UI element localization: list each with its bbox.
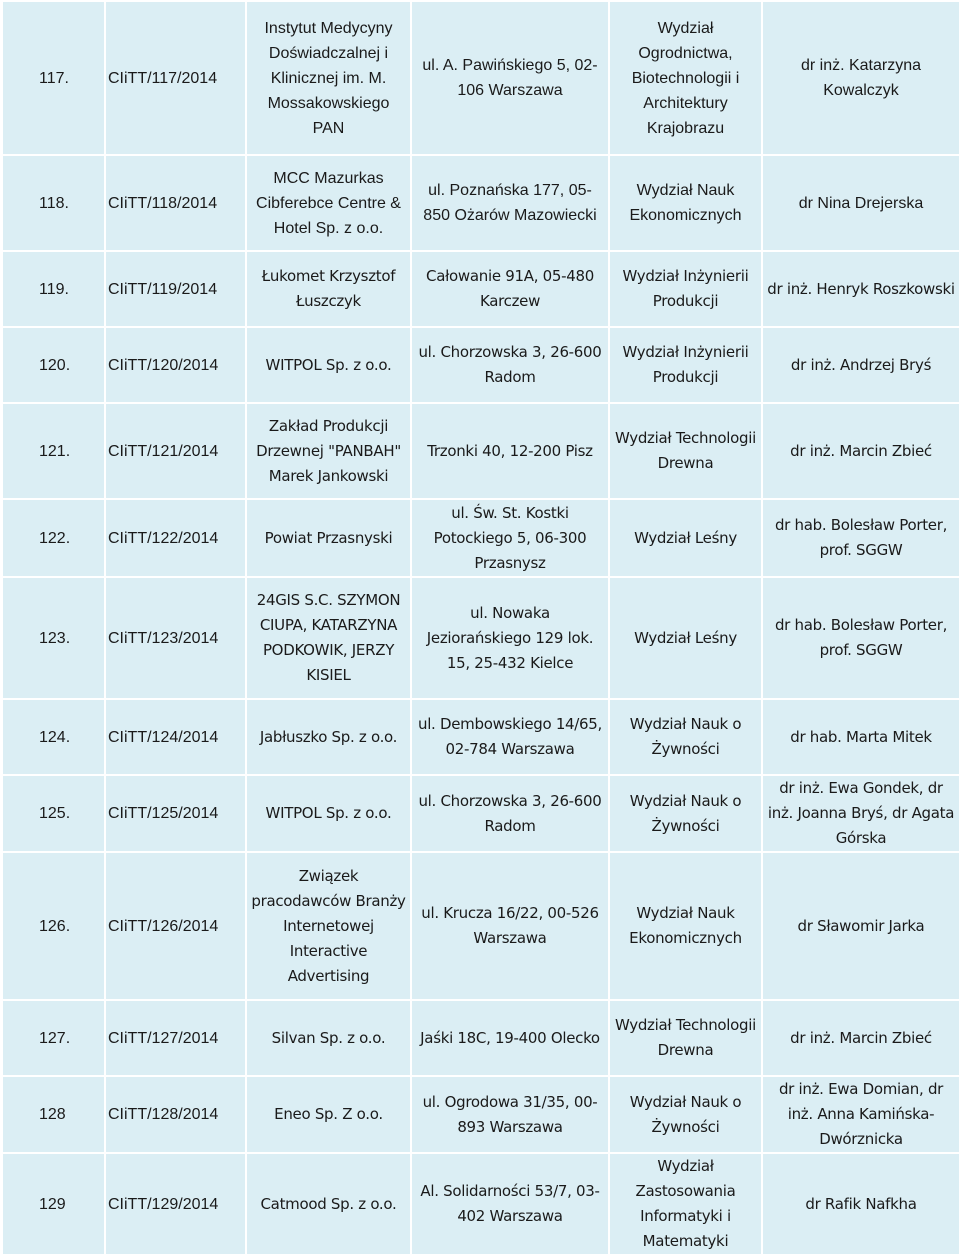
row-number: 126. xyxy=(2,852,105,1000)
row-number: 119. xyxy=(2,251,105,327)
agreement-code: CIiTT/118/2014 xyxy=(105,155,246,251)
agreement-code: CIiTT/124/2014 xyxy=(105,699,246,775)
row-number: 117. xyxy=(2,1,105,155)
faculty-name: Wydział Technologii Drewna xyxy=(609,1000,762,1076)
agreement-code: CIiTT/119/2014 xyxy=(105,251,246,327)
faculty-name: Wydział Nauk Ekonomicznych xyxy=(609,852,762,1000)
company-address: ul. Nowaka Jeziorańskiego 129 lok. 15, 25-432 Kielce xyxy=(411,577,609,699)
table-row xyxy=(2,155,960,251)
faculty-name: Wydział Inżynierii Produkcji xyxy=(609,251,762,327)
table-row xyxy=(2,403,960,499)
agreement-code: CIiTT/122/2014 xyxy=(105,499,246,577)
row-number: 118. xyxy=(2,155,105,251)
company-address: Jaśki 18C, 19-400 Olecko xyxy=(411,1000,609,1076)
contact-person: dr Nina Drejerska xyxy=(762,155,960,251)
contact-person: dr inż. Andrzej Bryś xyxy=(762,327,960,403)
agreement-code: CIiTT/123/2014 xyxy=(105,577,246,699)
contact-person: dr Sławomir Jarka xyxy=(762,852,960,1000)
company-name: MCC Mazurkas Cibferebce Centre & Hotel Sp. z o.o. xyxy=(246,155,411,251)
company-address: ul. Ogrodowa 31/35, 00-893 Warszawa xyxy=(411,1076,609,1153)
row-number: 125. xyxy=(2,775,105,852)
faculty-name: Wydział Technologii Drewna xyxy=(609,403,762,499)
table-row xyxy=(2,852,960,1000)
row-number: 122. xyxy=(2,499,105,577)
company-name: Powiat Przasnyski xyxy=(246,499,411,577)
table-row xyxy=(2,577,960,699)
faculty-name: Wydział Nauk o Żywności xyxy=(609,699,762,775)
company-name: Catmood Sp. z o.o. xyxy=(246,1153,411,1255)
row-number: 124. xyxy=(2,699,105,775)
row-number: 121. xyxy=(2,403,105,499)
faculty-name: Wydział Leśny xyxy=(609,577,762,699)
company-name: WITPOL Sp. z o.o. xyxy=(246,775,411,852)
table-row xyxy=(2,1000,960,1076)
agreement-code: CIiTT/121/2014 xyxy=(105,403,246,499)
agreement-code: CIiTT/117/2014 xyxy=(105,1,246,155)
contact-person: dr hab. Bolesław Porter, prof. SGGW xyxy=(762,499,960,577)
contact-person: dr hab. Bolesław Porter, prof. SGGW xyxy=(762,577,960,699)
faculty-name: Wydział Ogrodnictwa, Biotechnologii i Architektury Krajobrazu xyxy=(609,1,762,155)
agreement-code: CIiTT/125/2014 xyxy=(105,775,246,852)
row-number: 120. xyxy=(2,327,105,403)
company-address: Trzonki 40, 12-200 Pisz xyxy=(411,403,609,499)
company-name: Zakład Produkcji Drzewnej "PANBAH" Marek Jankowski xyxy=(246,403,411,499)
agreement-code: CIiTT/128/2014 xyxy=(105,1076,246,1153)
table-row xyxy=(2,1076,960,1153)
company-address: ul. Poznańska 177, 05-850 Ożarów Mazowiecki xyxy=(411,155,609,251)
table-row xyxy=(2,699,960,775)
contact-person: dr inż. Marcin Zbieć xyxy=(762,403,960,499)
company-name: Eneo Sp. Z o.o. xyxy=(246,1076,411,1153)
contact-person: dr inż. Ewa Gondek, dr inż. Joanna Bryś, dr Agata Górska xyxy=(762,775,960,852)
company-address: ul. A. Pawińskiego 5, 02-106 Warszawa xyxy=(411,1,609,155)
company-name: Instytut Medycyny Doświadczalnej i Klinicznej im. M. Mossakowskiego PAN xyxy=(246,1,411,155)
contact-person: dr hab. Marta Mitek xyxy=(762,699,960,775)
company-address: ul. Chorzowska 3, 26-600 Radom xyxy=(411,327,609,403)
table-row xyxy=(2,251,960,327)
row-number: 127. xyxy=(2,1000,105,1076)
company-name: WITPOL Sp. z o.o. xyxy=(246,327,411,403)
table-row xyxy=(2,1,960,155)
company-name: 24GIS S.C. SZYMON CIUPA, KATARZYNA PODKOWIK, JERZY KISIEL xyxy=(246,577,411,699)
contact-person: dr inż. Katarzyna Kowalczyk xyxy=(762,1,960,155)
contact-person: dr inż. Ewa Domian, dr inż. Anna Kamińska-Dwórznicka xyxy=(762,1076,960,1153)
company-name: Silvan Sp. z o.o. xyxy=(246,1000,411,1076)
faculty-name: Wydział Nauk o Żywności xyxy=(609,1076,762,1153)
company-name: Jabłuszko Sp. z o.o. xyxy=(246,699,411,775)
company-name: Związek pracodawców Branży Internetowej Interactive Advertising xyxy=(246,852,411,1000)
table-row xyxy=(2,775,960,852)
company-address: ul. Krucza 16/22, 00-526 Warszawa xyxy=(411,852,609,1000)
row-number: 123. xyxy=(2,577,105,699)
contact-person: dr inż. Marcin Zbieć xyxy=(762,1000,960,1076)
contact-person: dr Rafik Nafkha xyxy=(762,1153,960,1255)
company-address: ul. Św. St. Kostki Potockiego 5, 06-300 Przasnysz xyxy=(411,499,609,577)
table-row xyxy=(2,499,960,577)
company-address: ul. Dembowskiego 14/65, 02-784 Warszawa xyxy=(411,699,609,775)
agreement-code: CIiTT/129/2014 xyxy=(105,1153,246,1255)
agreement-code: CIiTT/126/2014 xyxy=(105,852,246,1000)
row-number: 129 xyxy=(2,1153,105,1255)
row-number: 128 xyxy=(2,1076,105,1153)
agreements-table xyxy=(1,0,960,1256)
table-row xyxy=(2,1153,960,1255)
company-address: Całowanie 91A, 05-480 Karczew xyxy=(411,251,609,327)
faculty-name: Wydział Nauk Ekonomicznych xyxy=(609,155,762,251)
table-row xyxy=(2,327,960,403)
company-address: ul. Chorzowska 3, 26-600 Radom xyxy=(411,775,609,852)
faculty-name: Wydział Nauk o Żywności xyxy=(609,775,762,852)
agreement-code: CIiTT/120/2014 xyxy=(105,327,246,403)
faculty-name: Wydział Inżynierii Produkcji xyxy=(609,327,762,403)
agreement-code: CIiTT/127/2014 xyxy=(105,1000,246,1076)
faculty-name: Wydział Leśny xyxy=(609,499,762,577)
faculty-name: Wydział Zastosowania Informatyki i Matematyki xyxy=(609,1153,762,1255)
contact-person: dr inż. Henryk Roszkowski xyxy=(762,251,960,327)
company-address: Al. Solidarności 53/7, 03-402 Warszawa xyxy=(411,1153,609,1255)
company-name: Łukomet Krzysztof Łuszczyk xyxy=(246,251,411,327)
